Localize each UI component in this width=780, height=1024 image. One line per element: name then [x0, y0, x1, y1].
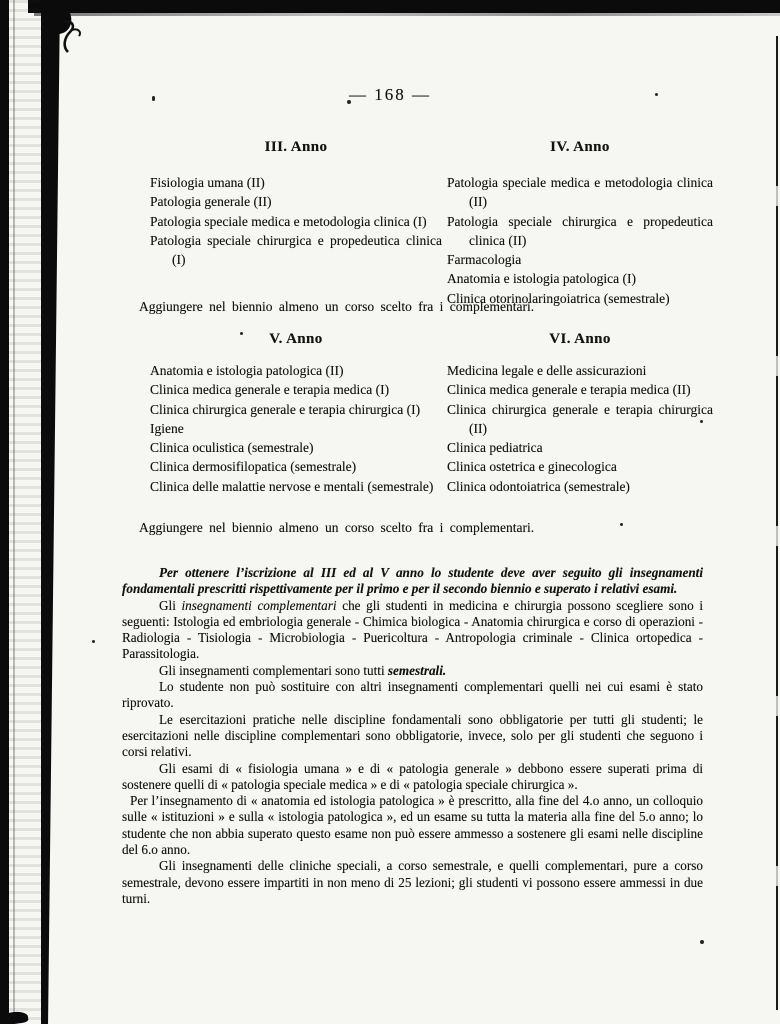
paragraph: Lo studente non può sostituire con altri insegnamenti complementari quelli nei cui esami è stato riprovato. — [122, 679, 703, 711]
paragraph: Gli insegnamenti complementari sono tutti semestrali. — [159, 662, 447, 678]
heading-anno-v: V. Anno — [269, 331, 323, 347]
course-item: Clinica medica generale e terapia medica (II) — [447, 382, 691, 398]
page-number: — 168 — — [349, 85, 431, 104]
course-item: Anatomia e istologia patologica (II) — [150, 363, 344, 378]
scan-right-edge-line — [776, 36, 778, 1010]
scan-top-edge-shadow — [28, 0, 780, 13]
course-list-anno-iv — [447, 173, 713, 308]
heading-anno-iv: IV. Anno — [550, 139, 610, 155]
course-item: Clinica pediatrica — [447, 440, 543, 456]
course-item: Patologia speciale chirurgica e propedeutica clinica (I) — [150, 232, 442, 268]
course-item: Patologia generale (II) — [150, 194, 272, 210]
course-item: Anatomia e istologia patologica (I) — [447, 271, 636, 287]
biennio-note-1: Aggiungere nel biennio almeno un corso scelto fra i complementari. — [139, 299, 535, 314]
course-item: Clinica oculistica (semestrale) — [150, 440, 314, 456]
paragraph: Per l’insegnamento di « anatomia ed istologia patologica » è prescritto, alla fine del 4.o anno, un colloquio sulle « istituzioni » e sulla « istologia patologica », ed un esame su tutta la materia alla fine del 5.o anno; lo studente che non abbia superato questo esame non può essere ammesso a sostenere gli esami nelle discipline del 6.o anno. — [122, 793, 703, 858]
course-list-anno-vi — [447, 361, 713, 496]
scan-top-edge-streak — [34, 13, 780, 16]
scan-binding-band — [41, 0, 60, 1024]
course-list-anno-v — [150, 361, 442, 496]
heading-anno-iii: III. Anno — [264, 139, 328, 155]
scan-left-edge-shadow — [0, 0, 9, 1024]
course-item: Fisiologia umana (II) — [150, 175, 265, 190]
course-item: Clinica medica generale e terapia medica (I) — [150, 382, 390, 398]
heading-anno-vi: VI. Anno — [549, 331, 611, 347]
paragraph: Gli insegnamenti delle cliniche speciali, a corso semestrale, e quelli complementari, pure a corso semestrale, devono essere impartiti in non meno di 25 lezioni; gli studenti vi possono essere ammessi in due turni. — [122, 858, 703, 906]
paragraph: Gli esami di « fisiologia umana » e di « patologia generale » debbono essere superati prima di sostenere quelli di « patologia speciale medica » e di « patologia speciale chirurgica ». — [122, 760, 703, 792]
biennio-note-2: Aggiungere nel biennio almeno un corso scelto fra i complementari. — [139, 520, 535, 535]
paragraph: Gli insegnamenti complementari che gli studenti in medicina e chirurgia possono scegliere sono i seguenti: Istologia ed embriologia generale - Chimica biologica - Anatomia chirurgica e corso di operazioni - Radiologia - Tisiologia - Microbiologia - Puericoltura - Antropologia criminale - Clinica ortopedica - Parassitologia. — [122, 597, 704, 662]
scan-speck — [92, 640, 95, 643]
course-item: Clinica odontoiatrica (semestrale) — [447, 478, 630, 494]
course-item: Medicina legale e delle assicurazioni — [447, 363, 647, 378]
course-item: Farmacologia — [447, 252, 522, 268]
course-item: Clinica ostetrica e ginecologica — [447, 459, 617, 475]
handwritten-mark — [58, 20, 84, 54]
paragraph: Per ottenere l’iscrizione al III ed al V anno lo studente deve aver seguito gli insegnamenti fondamentali prescritti rispettivamente per il primo e per il secondo biennio e superato i relativi esami. — [122, 565, 703, 597]
paragraph: Le esercitazioni pratiche nelle discipline fondamentali sono obbligatorie per tutti gli studenti; le esercitazioni nelle discipline complementari sono obbligatorie, invece, solo per gli studenti che seguono i corsi relativi. — [122, 711, 703, 760]
course-item: Patologia speciale medica e metodologia clinica (II) — [447, 175, 713, 210]
body-paragraphs — [122, 565, 703, 907]
course-item: Clinica chirurgica generale e terapia chirurgica (I) — [150, 401, 421, 417]
course-item: Patologia speciale medica e metodologia clinica (I) — [150, 213, 427, 229]
course-item: Clinica dermosifilopatica (semestrale) — [150, 459, 357, 475]
course-item: Clinica chirurgica generale e terapia chirurgica (II) — [447, 401, 713, 436]
course-item: Clinica otorinolaringoiatrica (semestrale) — [447, 290, 670, 306]
course-item: Igiene — [150, 420, 184, 436]
course-list-anno-iii — [150, 173, 442, 269]
scan-binding-gap-line — [13, 0, 15, 1024]
course-item: Patologia speciale chirurgica e propedeutica clinica (II) — [447, 213, 713, 248]
course-item: Clinica delle malattie nervose e mentali (semestrale) — [150, 478, 434, 494]
scan-speck — [700, 940, 704, 944]
